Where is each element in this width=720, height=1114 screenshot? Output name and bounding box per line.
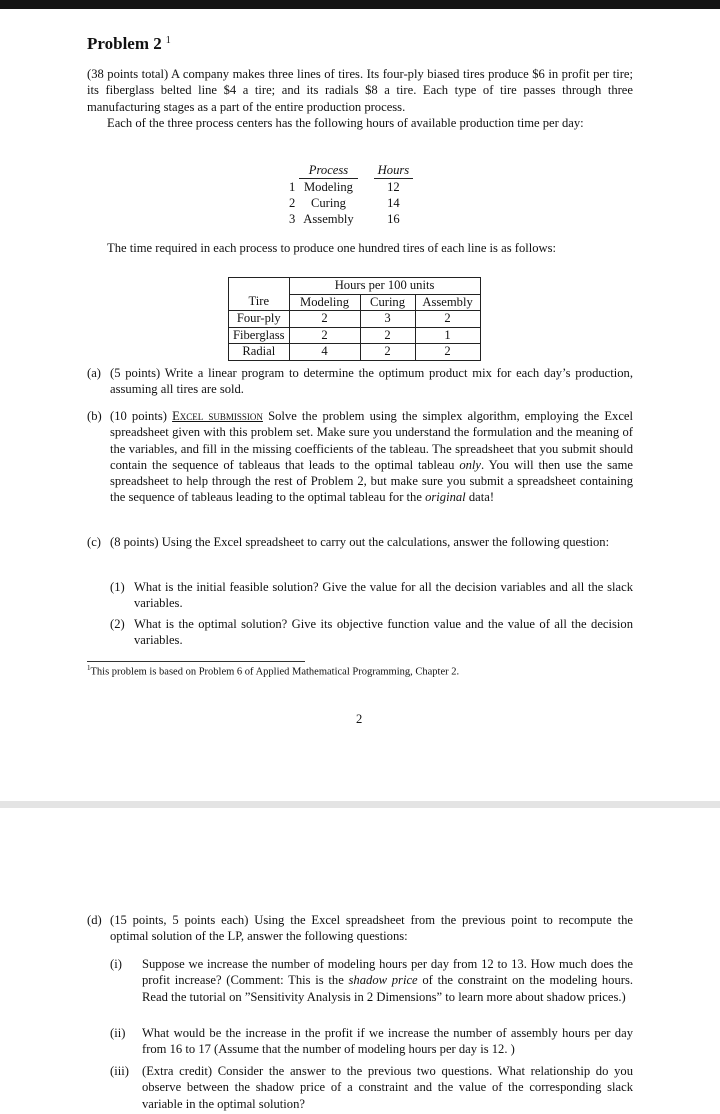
col-assembly: Assembly xyxy=(415,294,480,311)
part-c-sub-2: (2) What is the optimal solution? Give its objective function value and the value of all the decision variables. xyxy=(110,617,633,648)
col-modeling: Modeling xyxy=(289,294,360,311)
time-per-100-units-table xyxy=(228,277,481,361)
col-curing: Curing xyxy=(360,294,415,311)
title-footnote-mark: 1 xyxy=(165,35,171,46)
intro-block xyxy=(87,66,633,131)
part-b: (b) (10 points) Excel submission Solve the problem using the simplex algorithm, employing the Excel spreadsheet given with this problem set. Make sure you understand the formulation and the meaning of the variables, and fill in the missing coefficients of the tableau. The spreadsheet that you submit should contain the sequence of tableaus that leads to the optimal tableau only. You will then use the same spreadsheet to help through the rest of Problem 2, but make sure you submit a spreadsheet containing the sequence of tableaus leading to the optimal tableau for the original data! xyxy=(87,409,634,505)
table-row: 2 Curing 14 xyxy=(289,196,400,210)
excel-submission-tag: Excel submission xyxy=(172,409,263,423)
page-sheet-1 xyxy=(0,9,720,801)
col-tire: Tire xyxy=(229,294,290,311)
problem-title: Problem 2 $^1$ xyxy=(87,34,171,53)
header-hours: Hours xyxy=(374,162,414,179)
process-paragraph: Each of the three process centers has the following hours of available production time per day: xyxy=(107,115,584,130)
part-d-sub-iii: (iii) (Extra credit) Consider the answer to the previous two questions. What relationship do you observe between the shadow price of a constraint and the value of the corresponding slack variable in the optimal solution? xyxy=(110,1064,633,1111)
part-d: (d) (15 points, 5 points each) Using the Excel spreadsheet from the previous point to recompute the optimal solution of the LP, answer the following questions: xyxy=(87,913,633,944)
process-hours-table xyxy=(285,162,413,227)
header-process: Process xyxy=(299,162,357,179)
part-d-sub-ii: (ii) What would be the increase in the profit if we increase the number of assembly hours per day from 16 to 17 (Assume that the number of modeling hours per day is 12. ) xyxy=(110,1026,633,1057)
top-dark-bar xyxy=(0,0,720,9)
part-d-sub-i: (i) Suppose we increase the number of modeling hours per day from 12 to 13. How much does the profit increase? (Comment: This is the shadow price of the constraint on the modeling hours. Read the tutorial on ”Sensitivity Analysis in 2 Dimensions” to learn more about shadow prices.) xyxy=(110,957,633,1004)
table-row: 3 Assembly 16 xyxy=(289,212,400,226)
table-row: Four-ply 2 3 2 xyxy=(229,311,481,328)
group-header: Hours per 100 units xyxy=(289,278,480,295)
table-row: 1 Modeling 12 xyxy=(289,179,400,194)
footnote: $^1$This problem is based on Problem 6 of Applied Mathematical Programming, Chapter 2. xyxy=(87,664,460,678)
part-a: (a) (5 points) Write a linear program to determine the optimum product mix for each day’s production, assuming all tires are sold. xyxy=(87,366,633,397)
page-sheet-2 xyxy=(0,808,720,1114)
table-row: Fiberglass 2 2 1 xyxy=(229,327,481,344)
page-separator xyxy=(0,801,720,808)
time-paragraph: The time required in each process to produce one hundred tires of each line is as follows: xyxy=(107,241,557,255)
part-c: (c) (8 points) Using the Excel spreadsheet to carry out the calculations, answer the following question: xyxy=(87,535,610,549)
footnote-rule xyxy=(87,661,305,662)
table-row: Radial 4 2 2 xyxy=(229,344,481,361)
page-number: 2 xyxy=(356,712,363,726)
part-c-sub-1: (1) What is the initial feasible solution? Give the value for all the decision variables and all the slack variables. xyxy=(110,580,633,611)
intro-paragraph: (38 points total) A company makes three lines of tires. Its four-ply biased tires produce $6 in profit per tire; its fiberglass belted line $4 a tire; and its radials $8 a tire. Each type of tire passes through three manufacturing stages as a part of the entire production process. xyxy=(87,67,633,114)
